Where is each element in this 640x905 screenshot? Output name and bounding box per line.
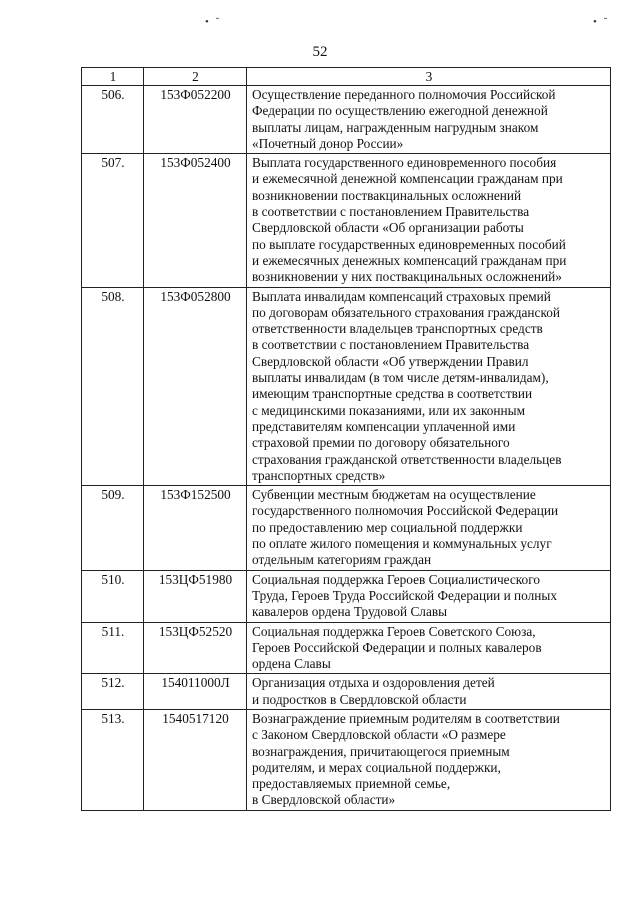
description-line: выплаты инвалидам (в том числе детям-инвалидам), <box>252 370 549 386</box>
description-line: в соответствии с постановлением Правительства <box>252 337 530 353</box>
description-line: по предоставлению мер социальной поддержки <box>252 519 523 535</box>
description-line: Социальная поддержка Героев Социалистического <box>252 571 540 587</box>
description-line: ответственности владельцев транспортных средств <box>252 321 543 337</box>
row-code: 153ЦФ51980 <box>144 570 247 622</box>
description-line: родителям, и мерах социальной поддержки, <box>252 759 501 775</box>
table-body <box>82 86 611 811</box>
description-line: Свердловской области «Об организации работы <box>252 220 524 236</box>
description-line: страхования гражданской ответственности владельцев <box>252 451 562 467</box>
table-row <box>82 287 611 486</box>
table-row <box>82 709 611 810</box>
row-number: 512. <box>82 674 144 710</box>
row-description <box>247 287 611 486</box>
row-code: 153Ф152500 <box>144 486 247 570</box>
row-code: 153Ф052800 <box>144 287 247 486</box>
header-col-1: 1 <box>82 68 144 86</box>
description-line: государственного полномочия Российской Федерации <box>252 503 559 519</box>
description-line: ордена Славы <box>252 656 331 672</box>
row-code: 1540517120 <box>144 709 247 810</box>
description-line: возникновении у них поствакцинальных осложнений» <box>252 269 562 285</box>
description-line: по выплате государственных единовременных пособий <box>252 236 566 252</box>
row-description <box>247 622 611 674</box>
description-line: и подростков в Свердловской области <box>252 691 467 707</box>
description-line: Субвенции местным бюджетам на осуществление <box>252 487 536 503</box>
header-col-3: 3 <box>247 68 611 86</box>
table-row <box>82 86 611 154</box>
row-code: 153Ф052200 <box>144 86 247 154</box>
description-line: возникновении поствакцинальных осложнений <box>252 187 522 203</box>
row-code: 154011000Л <box>144 674 247 710</box>
table-row <box>82 486 611 570</box>
row-number: 511. <box>82 622 144 674</box>
description-line: кавалеров ордена Трудовой Славы <box>252 604 448 620</box>
row-description <box>247 486 611 570</box>
header-col-2: 2 <box>144 68 247 86</box>
description-line: Героев Российской Федерации и полных кавалеров <box>252 639 542 655</box>
description-line: с медицинскими показаниями, или их законным <box>252 402 525 418</box>
row-description <box>247 709 611 810</box>
description-line: и ежемесячных денежных компенсаций гражданам при <box>252 252 567 268</box>
description-line: с Законом Свердловской области «О размере <box>252 727 506 743</box>
description-line: страховой премии по договору обязательного <box>252 435 510 451</box>
description-line: вознаграждения, причитающегося приемным <box>252 743 510 759</box>
description-line: предоставляемых приемной семье, <box>252 776 451 792</box>
description-line: имеющим транспортные средства в соответствии <box>252 386 533 402</box>
row-code: 153ЦФ52520 <box>144 622 247 674</box>
description-line: Выплата инвалидам компенсаций страховых премий <box>252 288 551 304</box>
row-description <box>247 154 611 287</box>
table-header <box>82 68 611 86</box>
description-line: Организация отдыха и оздоровления детей <box>252 675 495 691</box>
description-line: представителям компенсации уплаченной ими <box>252 418 516 434</box>
table-row <box>82 154 611 287</box>
description-line: «Почетный донор России» <box>252 135 404 151</box>
table-row <box>82 570 611 622</box>
row-number: 510. <box>82 570 144 622</box>
page-number: 52 <box>312 44 328 60</box>
table-row <box>82 622 611 674</box>
description-line: в соответствии с постановлением Правительства <box>252 204 530 220</box>
document-table <box>81 67 611 811</box>
row-number: 506. <box>82 86 144 154</box>
table-row <box>82 674 611 710</box>
scan-mark-left: • ˘ <box>205 16 222 28</box>
row-number: 513. <box>82 709 144 810</box>
row-code: 153Ф052400 <box>144 154 247 287</box>
row-number: 507. <box>82 154 144 287</box>
row-description <box>247 86 611 154</box>
description-line: Осуществление переданного полномочия Российской <box>252 87 556 102</box>
description-line: по договорам обязательного страхования гражданской <box>252 304 560 320</box>
description-line: и ежемесячной денежной компенсации гражданам при <box>252 171 563 187</box>
description-line: транспортных средств» <box>252 467 386 483</box>
row-number: 508. <box>82 287 144 486</box>
description-line: отдельным категориям граждан <box>252 552 432 568</box>
table-header-row <box>82 68 611 86</box>
row-description <box>247 570 611 622</box>
description-line: Федерации по осуществлению ежегодной денежной <box>252 103 548 119</box>
row-number: 509. <box>82 486 144 570</box>
description-line: Свердловской области «Об утверждении Правил <box>252 353 529 369</box>
description-line: Труда, Героев Труда Российской Федерации и полных <box>252 587 557 603</box>
description-line: выплаты лицам, награжденным нагрудным знаком <box>252 119 539 135</box>
description-line: в Свердловской области» <box>252 792 396 808</box>
description-line: Выплата государственного единовременного пособия <box>252 155 557 171</box>
description-line: Вознаграждение приемным родителям в соответствии <box>252 710 560 726</box>
description-line: Социальная поддержка Героев Советского Союза, <box>252 623 536 639</box>
description-line: по оплате жилого помещения и коммунальных услуг <box>252 536 552 552</box>
scan-mark-right: • ˘ <box>593 16 610 28</box>
row-description <box>247 674 611 710</box>
